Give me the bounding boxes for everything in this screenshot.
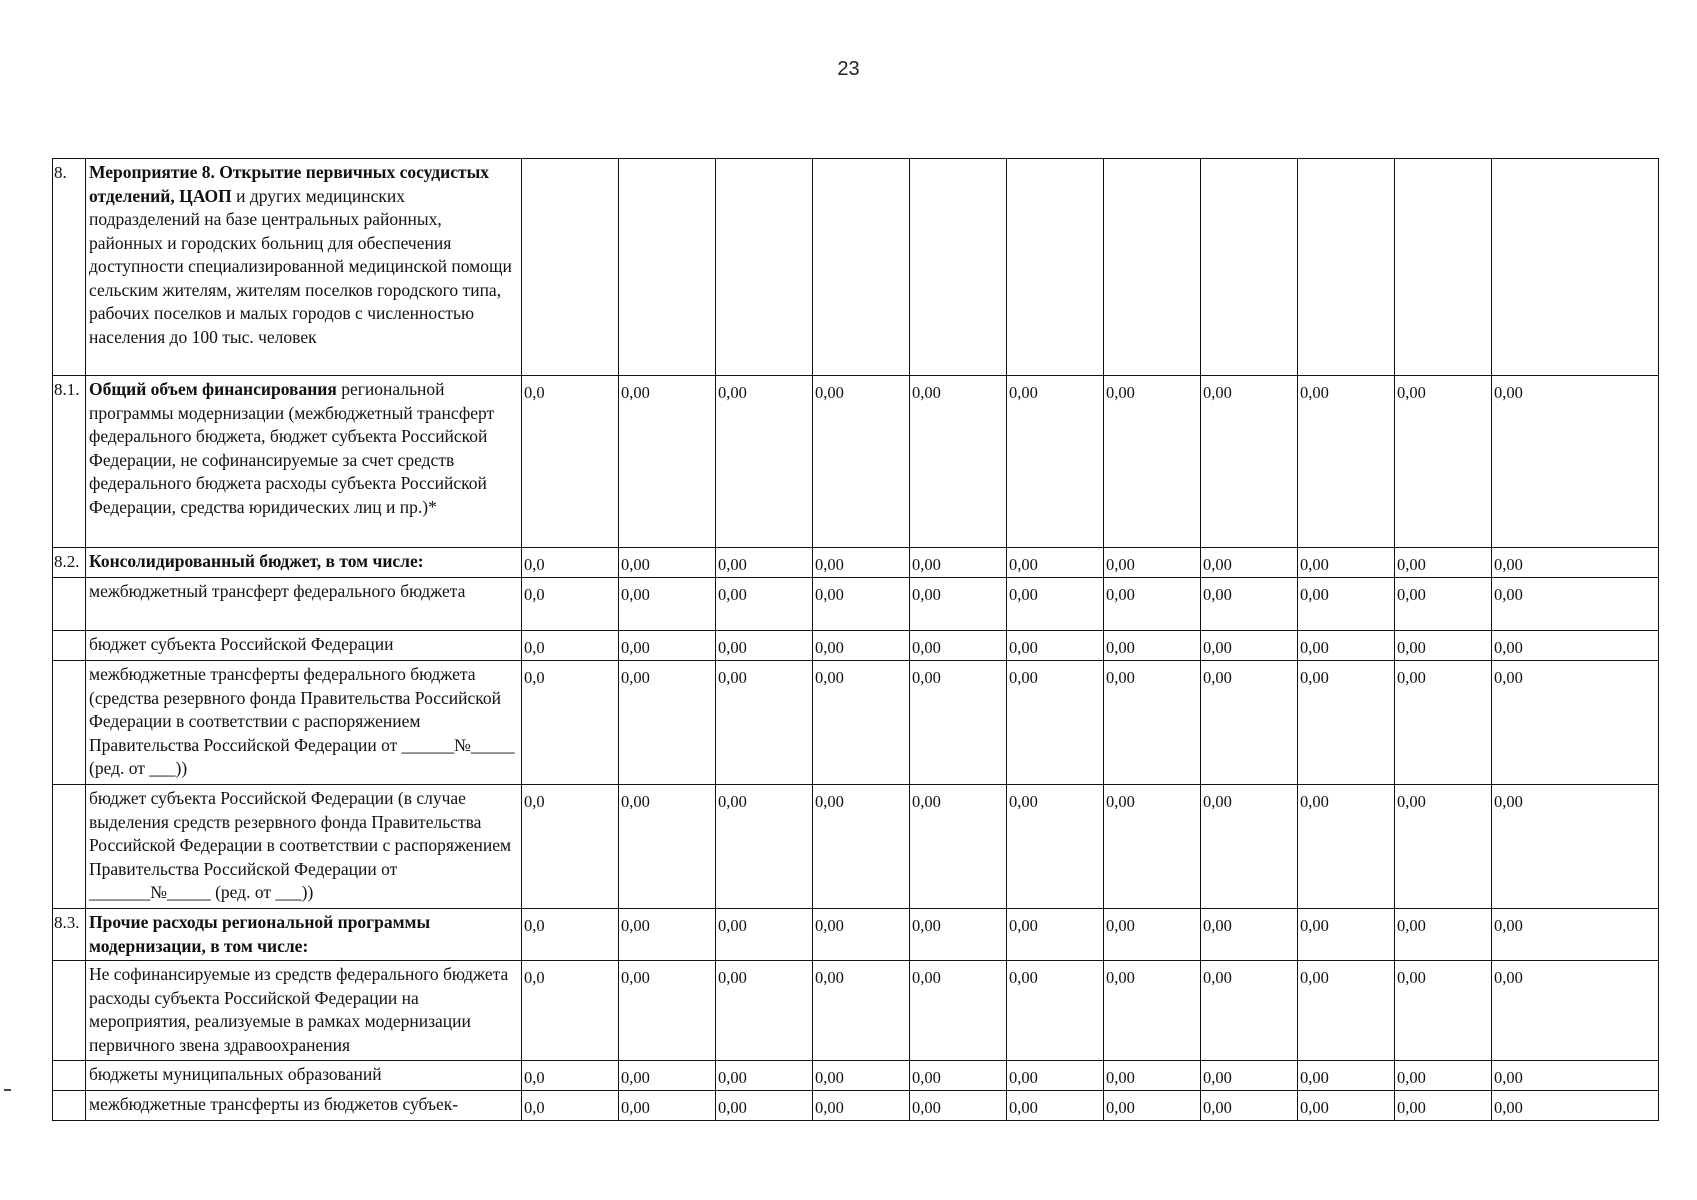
value-cell: 0,00 — [1104, 909, 1201, 961]
value-cell: 0,00 — [910, 1061, 1007, 1091]
value-cell: 0,00 — [1395, 1061, 1492, 1091]
row-description — [86, 909, 522, 961]
value-cell: 0,0 — [522, 578, 619, 631]
value-cell — [1298, 159, 1395, 376]
row-description — [86, 578, 522, 631]
row-description — [86, 548, 522, 578]
row-description — [86, 961, 522, 1061]
value-cell: 0,00 — [1492, 1091, 1659, 1121]
table-row — [53, 631, 1659, 661]
value-cell: 0,00 — [1201, 1061, 1298, 1091]
value-cell: 0,00 — [1298, 548, 1395, 578]
value-cell: 0,00 — [910, 548, 1007, 578]
value-cell: 0,0 — [522, 661, 619, 785]
row-description-text: межбюджетные трансферты из бюджетов субъек- — [89, 1094, 459, 1114]
value-cell: 0,00 — [1395, 1091, 1492, 1121]
value-cell — [522, 159, 619, 376]
value-cell: 0,00 — [1201, 548, 1298, 578]
row-description-text: и других медицинских подразделений на базе центральных районных, районных и городских больниц для обеспечения доступности специализированной медицинской помощи сельским жителям, жителям поселков городского типа, рабочих поселков и малых городов с численностью населения до 100 тыс. человек — [89, 185, 512, 347]
value-cell: 0,00 — [1395, 578, 1492, 631]
value-cell: 0,00 — [1007, 961, 1104, 1061]
value-cell: 0,00 — [813, 909, 910, 961]
value-cell: 0,00 — [716, 661, 813, 785]
row-description-bold: Прочие расходы региональной программы модернизации, в том числе: — [89, 912, 431, 956]
row-number — [53, 1091, 86, 1121]
row-number: 8. — [53, 159, 86, 376]
value-cell: 0,00 — [1007, 578, 1104, 631]
value-cell: 0,00 — [1298, 909, 1395, 961]
value-cell: 0,00 — [1395, 961, 1492, 1061]
value-cell: 0,00 — [1298, 785, 1395, 909]
value-cell: 0,00 — [1201, 578, 1298, 631]
value-cell: 0,0 — [522, 785, 619, 909]
value-cell: 0,00 — [1007, 909, 1104, 961]
row-description-text: бюджет субъекта Российской Федерации (в случае выделения средств резервного фонда Правительства Российской Федерации в соответствии с распоряжением Правительства Российской Федерации от _______№_____ (ред. от ___)) — [89, 788, 512, 902]
value-cell: 0,00 — [1201, 785, 1298, 909]
table-row — [53, 661, 1659, 785]
value-cell: 0,00 — [1104, 578, 1201, 631]
value-cell: 0,00 — [1492, 961, 1659, 1061]
value-cell: 0,00 — [813, 548, 910, 578]
value-cell: 0,00 — [910, 661, 1007, 785]
value-cell: 0,00 — [716, 909, 813, 961]
table-row — [53, 578, 1659, 631]
value-cell: 0,00 — [1492, 631, 1659, 661]
value-cell: 0,00 — [1395, 631, 1492, 661]
value-cell: 0,00 — [813, 661, 910, 785]
value-cell — [813, 159, 910, 376]
row-description-bold: Консолидированный бюджет, в том числе: — [89, 551, 424, 571]
value-cell: 0,00 — [813, 578, 910, 631]
row-number: 8.3. — [53, 909, 86, 961]
row-number — [53, 578, 86, 631]
value-cell: 0,00 — [1201, 376, 1298, 548]
row-description-text: бюджеты муниципальных образований — [89, 1064, 382, 1084]
value-cell: 0,00 — [1104, 961, 1201, 1061]
value-cell: 0,00 — [619, 548, 716, 578]
table-row — [53, 909, 1659, 961]
value-cell: 0,00 — [1201, 631, 1298, 661]
value-cell: 0,00 — [1104, 376, 1201, 548]
value-cell: 0,00 — [1007, 785, 1104, 909]
value-cell: 0,00 — [1104, 631, 1201, 661]
value-cell: 0,00 — [1395, 376, 1492, 548]
value-cell: 0,0 — [522, 1061, 619, 1091]
value-cell: 0,00 — [1298, 1091, 1395, 1121]
value-cell: 0,00 — [1492, 785, 1659, 909]
row-description — [86, 376, 522, 548]
value-cell: 0,00 — [1492, 548, 1659, 578]
value-cell: 0,00 — [1201, 961, 1298, 1061]
value-cell: 0,00 — [1007, 631, 1104, 661]
value-cell: 0,00 — [619, 376, 716, 548]
value-cell: 0,00 — [1007, 376, 1104, 548]
table-row — [53, 376, 1659, 548]
value-cell: 0,00 — [1492, 661, 1659, 785]
row-description-text: бюджет субъекта Российской Федерации — [89, 634, 394, 654]
value-cell: 0,00 — [619, 631, 716, 661]
row-description — [86, 785, 522, 909]
row-description-text: межбюджетные трансферты федерального бюджета (средства резервного фонда Правительства Российской Федерации в соответствии с распоряжением Правительства Российской Федерации от ______№_____ (ред. от ___)) — [89, 664, 515, 778]
value-cell: 0,00 — [1298, 631, 1395, 661]
value-cell: 0,00 — [1201, 1091, 1298, 1121]
value-cell: 0,0 — [522, 376, 619, 548]
value-cell: 0,00 — [716, 1091, 813, 1121]
row-number: 8.2. — [53, 548, 86, 578]
row-description-bold: Мероприятие 8. Открытие первичных сосудистых отделений, ЦАОП — [89, 162, 490, 206]
value-cell: 0,00 — [813, 376, 910, 548]
value-cell: 0,00 — [1298, 961, 1395, 1061]
value-cell: 0,00 — [1007, 548, 1104, 578]
row-description-bold: Общий объем финансирования — [89, 379, 337, 399]
value-cell: 0,00 — [716, 548, 813, 578]
value-cell: 0,0 — [522, 548, 619, 578]
value-cell: 0,00 — [1298, 376, 1395, 548]
value-cell: 0,00 — [910, 578, 1007, 631]
row-number — [53, 631, 86, 661]
margin-mark — [4, 1089, 11, 1091]
row-description — [86, 159, 522, 376]
value-cell: 0,00 — [910, 1091, 1007, 1121]
value-cell: 0,00 — [1201, 661, 1298, 785]
value-cell: 0,00 — [716, 578, 813, 631]
value-cell: 0,00 — [813, 961, 910, 1061]
value-cell: 0,00 — [619, 578, 716, 631]
value-cell — [910, 159, 1007, 376]
row-number — [53, 785, 86, 909]
value-cell: 0,00 — [619, 1091, 716, 1121]
value-cell — [1007, 159, 1104, 376]
value-cell: 0,00 — [619, 785, 716, 909]
value-cell: 0,00 — [1395, 661, 1492, 785]
row-number — [53, 1061, 86, 1091]
value-cell: 0,0 — [522, 909, 619, 961]
value-cell: 0,0 — [522, 961, 619, 1061]
table-row — [53, 1091, 1659, 1121]
value-cell: 0,00 — [716, 961, 813, 1061]
value-cell — [1201, 159, 1298, 376]
value-cell — [1395, 159, 1492, 376]
value-cell: 0,00 — [813, 631, 910, 661]
value-cell: 0,00 — [716, 1061, 813, 1091]
page-number: 23 — [837, 58, 860, 80]
value-cell: 0,00 — [1492, 1061, 1659, 1091]
value-cell: 0,00 — [910, 631, 1007, 661]
value-cell: 0,00 — [1298, 661, 1395, 785]
value-cell: 0,00 — [1104, 785, 1201, 909]
value-cell: 0,00 — [1492, 376, 1659, 548]
value-cell: 0,00 — [813, 1091, 910, 1121]
table-row — [53, 961, 1659, 1061]
row-description-text: региональной программы модернизации (межбюджетный трансферт федерального бюджета, бюджет субъекта Российской Федерации, не софинансируемые за счет средств федерального бюджета расходы субъекта Российской Федерации, средства юридических лиц и пр.)* — [89, 379, 495, 517]
value-cell: 0,00 — [619, 1061, 716, 1091]
value-cell: 0,00 — [910, 376, 1007, 548]
table-row — [53, 548, 1659, 578]
table-row — [53, 785, 1659, 909]
row-description — [86, 1091, 522, 1121]
value-cell: 0,00 — [1007, 661, 1104, 785]
value-cell: 0,00 — [1492, 578, 1659, 631]
value-cell: 0,0 — [522, 1091, 619, 1121]
value-cell: 0,00 — [716, 376, 813, 548]
value-cell: 0,00 — [1104, 1061, 1201, 1091]
value-cell — [716, 159, 813, 376]
row-number — [53, 661, 86, 785]
row-description — [86, 661, 522, 785]
value-cell: 0,00 — [619, 961, 716, 1061]
value-cell: 0,00 — [1007, 1091, 1104, 1121]
value-cell: 0,00 — [716, 631, 813, 661]
value-cell — [1104, 159, 1201, 376]
value-cell — [619, 159, 716, 376]
value-cell: 0,00 — [1104, 1091, 1201, 1121]
row-description — [86, 631, 522, 661]
financing-table — [52, 158, 1659, 1121]
value-cell: 0,00 — [1298, 578, 1395, 631]
value-cell: 0,00 — [1395, 909, 1492, 961]
table-row — [53, 159, 1659, 376]
row-number: 8.1. — [53, 376, 86, 548]
value-cell: 0,00 — [1298, 1061, 1395, 1091]
value-cell: 0,00 — [910, 909, 1007, 961]
value-cell: 0,00 — [1395, 785, 1492, 909]
value-cell: 0,00 — [716, 785, 813, 909]
value-cell: 0,0 — [522, 631, 619, 661]
value-cell — [1492, 159, 1659, 376]
row-description-text: Не софинансируемые из средств федерального бюджета расходы субъекта Российской Федерации на мероприятия, реализуемые в рамках модернизации первичного звена здравоохранения — [89, 964, 509, 1055]
row-description — [86, 1061, 522, 1091]
row-description-text: межбюджетный трансферт федерального бюджета — [89, 581, 466, 601]
value-cell: 0,00 — [619, 661, 716, 785]
value-cell: 0,00 — [910, 961, 1007, 1061]
value-cell: 0,00 — [1492, 909, 1659, 961]
value-cell: 0,00 — [619, 909, 716, 961]
row-number — [53, 961, 86, 1061]
value-cell: 0,00 — [1104, 548, 1201, 578]
value-cell: 0,00 — [1201, 909, 1298, 961]
value-cell: 0,00 — [910, 785, 1007, 909]
table-row — [53, 1061, 1659, 1091]
value-cell: 0,00 — [813, 1061, 910, 1091]
value-cell: 0,00 — [1104, 661, 1201, 785]
value-cell: 0,00 — [1395, 548, 1492, 578]
value-cell: 0,00 — [1007, 1061, 1104, 1091]
value-cell: 0,00 — [813, 785, 910, 909]
